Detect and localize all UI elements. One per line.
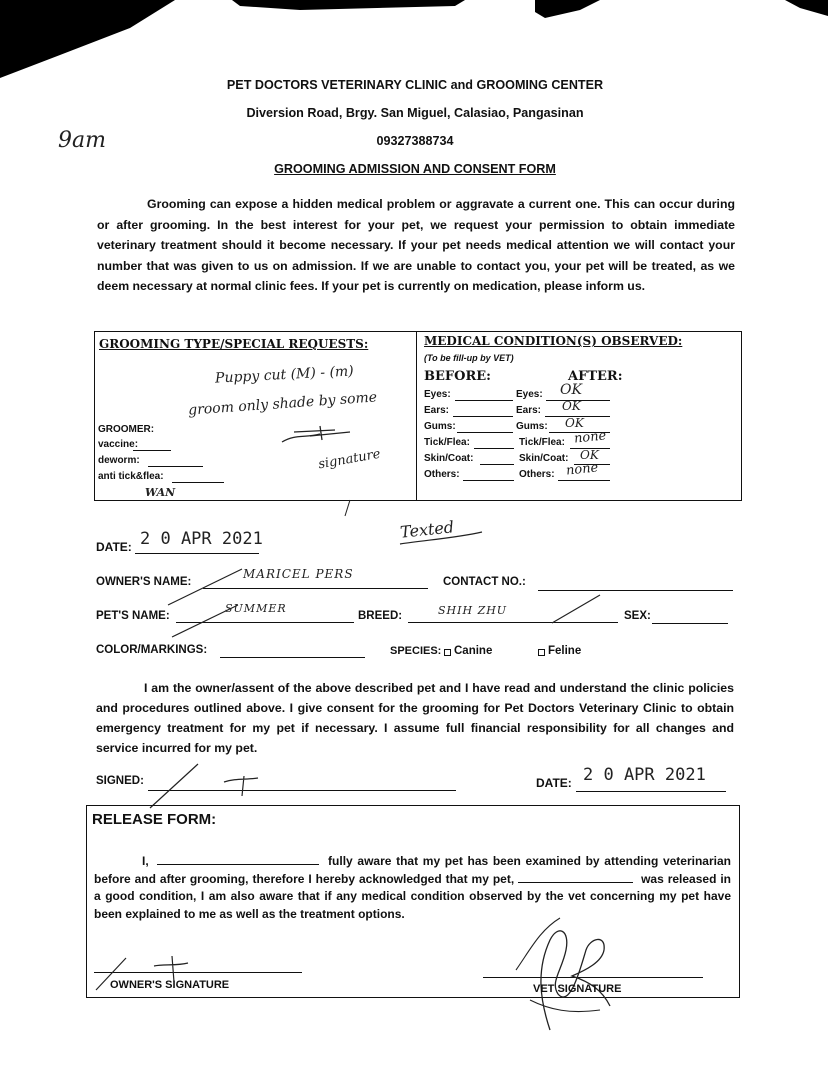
release-name-blank[interactable] <box>157 854 319 865</box>
signed-date-field[interactable] <box>576 791 726 792</box>
before-gums-label: Gums: <box>424 421 456 432</box>
pet-value[interactable]: SUMMER <box>225 602 287 615</box>
before-label: BEFORE: <box>424 369 491 384</box>
release-text-1: fully aware that my pet has been examined by attending veterinarian before and after grooming, therefore I hereby acknowledged that my pet, <box>94 854 731 886</box>
texted-underline <box>396 530 486 550</box>
medical-title: MEDICAL CONDITION(S) OBSERVED: <box>424 334 683 348</box>
after-tick-value[interactable]: none <box>573 428 607 447</box>
sex-label: SEX: <box>624 610 651 622</box>
before-eyes-label: Eyes: <box>424 389 451 400</box>
before-ears-label: Ears: <box>424 405 450 416</box>
vet-signature-label: VET SIGNATURE <box>533 983 622 995</box>
pen-mark <box>342 498 354 518</box>
pet-label: PET'S NAME: <box>96 610 170 622</box>
tick-label: anti tick&flea: <box>98 471 164 482</box>
after-others-field[interactable] <box>558 480 610 481</box>
after-skin-value[interactable]: OK <box>580 448 599 462</box>
clinic-phone: 09327388734 <box>376 134 454 148</box>
groomer-name: WAN <box>145 486 176 499</box>
feline-checkbox[interactable] <box>538 649 545 656</box>
signed-label: SIGNED: <box>96 775 144 787</box>
vaccine-label: vaccine: <box>98 439 139 450</box>
box-divider <box>416 331 417 501</box>
grooming-note-2[interactable]: groom only shade by some <box>187 389 378 419</box>
vet-signature-scribble <box>510 910 620 1035</box>
grooming-note-1[interactable]: Puppy cut (M) - (m) <box>214 363 355 387</box>
groomer-signature-note: signature <box>317 446 382 473</box>
release-title: RELEASE FORM: <box>92 811 217 828</box>
breed-value[interactable]: SHIH ZHU <box>438 604 508 617</box>
after-others-label: Others: <box>519 469 555 480</box>
tick-field[interactable] <box>172 482 224 483</box>
after-ears-label: Ears: <box>516 405 542 416</box>
owner-label: OWNER'S NAME: <box>96 576 192 588</box>
after-skin-label: Skin/Coat: <box>519 453 569 464</box>
before-ears-field[interactable] <box>453 416 513 417</box>
after-others-value[interactable]: none <box>565 460 599 479</box>
vaccine-field[interactable] <box>133 450 171 451</box>
before-tick-field[interactable] <box>474 448 514 449</box>
feline-label: Feline <box>548 645 582 657</box>
groomer-label: GROOMER: <box>98 424 155 435</box>
before-eyes-field[interactable] <box>455 400 513 401</box>
date-label: DATE: <box>96 540 132 554</box>
before-gums-field[interactable] <box>457 432 513 433</box>
field-slash-marks <box>160 565 630 640</box>
species-label: SPECIES: <box>390 645 442 657</box>
before-others-label: Others: <box>424 469 460 480</box>
after-tick-label: Tick/Flea: <box>519 437 565 448</box>
after-label: AFTER: <box>568 369 623 384</box>
before-skin-label: Skin/Coat: <box>424 453 474 464</box>
after-eyes-value[interactable]: OK <box>560 382 582 398</box>
after-gums-value[interactable]: OK <box>565 416 584 430</box>
date-value[interactable]: 2 0 APR 2021 <box>140 529 263 549</box>
owner-signature-label: OWNER'S SIGNATURE <box>110 979 230 991</box>
color-field[interactable] <box>220 657 365 658</box>
color-label: COLOR/MARKINGS: <box>96 644 208 656</box>
after-eyes-label: Eyes: <box>516 389 543 400</box>
canine-label: Canine <box>454 645 493 657</box>
after-gums-label: Gums: <box>516 421 548 432</box>
scan-shadow-top <box>0 0 828 80</box>
date-field[interactable] <box>135 553 259 554</box>
release-i: I, <box>142 854 149 868</box>
form-title: GROOMING ADMISSION AND CONSENT FORM <box>274 162 556 176</box>
intro-paragraph: Grooming can expose a hidden medical problem or aggravate a current one. This can occur during or after grooming. In the best interest for your pet, we request your permission to obtain immediate veterinary treatment should it become necessary. If your pet needs medical attention we will contact your number that was given to us on admission. If we are unable to contact you, your pet will be treated, as we deem necessary at normal clinic fees. If your pet is currently on medication, please inform us. <box>97 197 735 293</box>
sex-field[interactable] <box>652 623 728 624</box>
release-pet-blank[interactable] <box>518 872 633 883</box>
before-others-field[interactable] <box>463 480 514 481</box>
deworm-label: deworm: <box>98 455 140 466</box>
breed-label: BREED: <box>358 610 403 622</box>
contact-label: CONTACT NO.: <box>443 576 526 588</box>
signed-date-label: DATE: <box>536 776 572 790</box>
canine-checkbox[interactable] <box>444 649 451 656</box>
time-note: 9am <box>58 128 106 153</box>
clinic-address: Diversion Road, Brgy. San Miguel, Calasiao, Pangasinan <box>246 106 584 120</box>
release-paragraph <box>94 853 731 923</box>
after-ears-value[interactable]: OK <box>562 399 581 413</box>
owner-value[interactable]: MARICEL PERS <box>243 567 354 581</box>
signed-date-value[interactable]: 2 0 APR 2021 <box>583 765 706 785</box>
release-text-2: was released in a good condition, I am also aware that if any medical condition observed by the vet concerning my pet have been explained to me as well as the treatment options. <box>94 871 732 921</box>
clinic-name: PET DOCTORS VETERINARY CLINIC and GROOMING CENTER <box>226 78 604 92</box>
before-tick-label: Tick/Flea: <box>424 437 470 448</box>
texted-note: Texted <box>399 517 455 542</box>
consent-paragraph: I am the owner/assent of the above described pet and I have read and understand the clinic policies and procedures outlined above. I give consent for the grooming for Pet Doctors Veterinary Clinic to obtain emergency treatment for my pet if necessary. I assume full financial responsibility for all changes and service incurred for my pet. <box>96 681 734 755</box>
grooming-title: GROOMING TYPE/SPECIAL REQUESTS: <box>99 337 369 351</box>
before-skin-field[interactable] <box>480 464 514 465</box>
medical-subtitle: (To be fill-up by VET) <box>424 353 514 363</box>
deworm-field[interactable] <box>148 466 203 467</box>
